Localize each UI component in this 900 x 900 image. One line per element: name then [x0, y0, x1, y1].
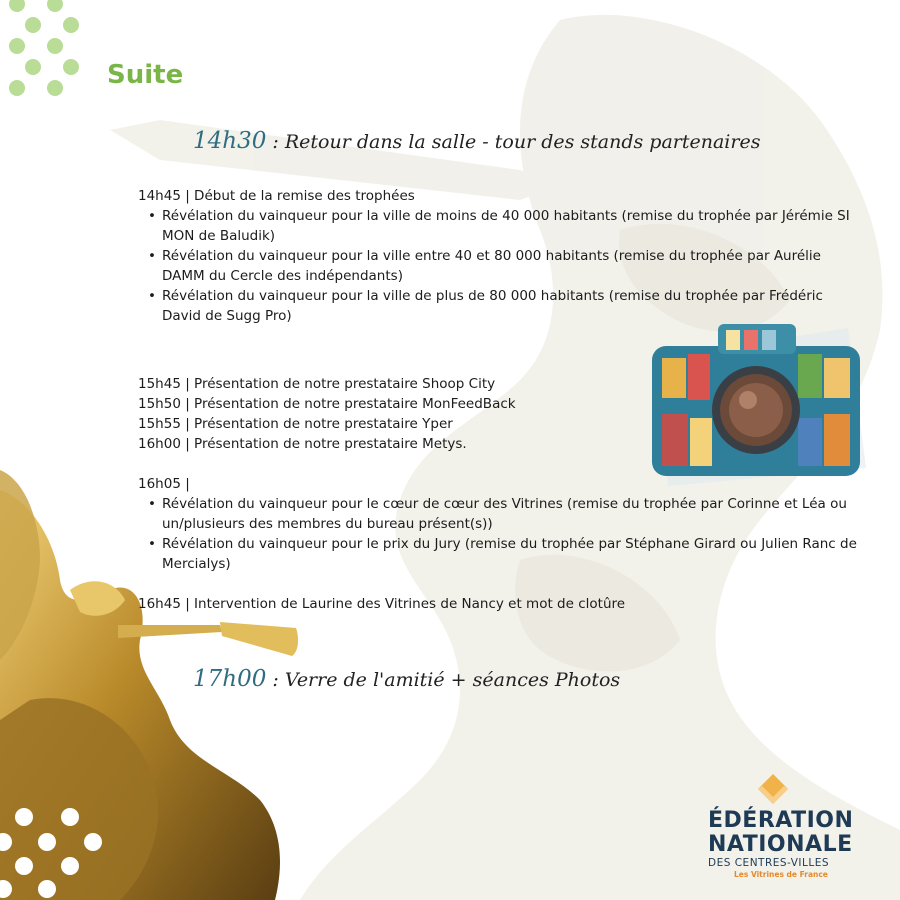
headline-text: : Retour dans la salle - tour des stands partenaires	[266, 131, 761, 153]
list-item: • Révélation du vainqueur pour le cœur de cœur des Vitrines (remise du trophée par Corinne et Léa ou un/plusieurs des membres du bureau présent(s))	[162, 494, 882, 534]
page-title: Suite	[107, 60, 184, 90]
headline-drinks	[193, 666, 620, 692]
headline-time: 14h30	[193, 128, 267, 154]
logo-diamond-icon	[748, 772, 798, 812]
list-item: • Révélation du vainqueur pour la ville de moins de 40 000 habitants (remise du trophée par Jérémie SI MON de Baludik)	[162, 206, 862, 246]
awards-heading: 16h05 |	[138, 476, 190, 492]
closing-line: 16h45 | Intervention de Laurine des Vitrines de Nancy et mot de clotûre	[138, 596, 626, 612]
list-item: • Révélation du vainqueur pour le prix du Jury (remise du trophée par Stéphane Girard ou Julien Ranc de Mercialys)	[162, 534, 882, 574]
list-item: • Révélation du vainqueur pour la ville de plus de 80 000 habitants (remise du trophée par Frédéric David de Sugg Pro)	[162, 286, 862, 326]
logo-line-1: ÉDÉRATION	[708, 808, 854, 833]
trophies-list	[138, 206, 883, 326]
trophies-heading: 14h45 | Début de la remise des trophées	[138, 188, 415, 204]
presentation-line: 15h55 | Présentation de notre prestataire Yper	[138, 416, 453, 432]
presentation-line: 16h00 | Présentation de notre prestataire Metys.	[138, 436, 467, 452]
presentation-line: 15h45 | Présentation de notre prestataire Shoop City	[138, 376, 496, 392]
logo-tagline: Les Vitrines de France	[734, 870, 828, 879]
federation-logo	[700, 770, 860, 885]
presentation-line: 15h50 | Présentation de notre prestataire MonFeedBack	[138, 396, 516, 412]
headline-time: 17h00	[193, 666, 267, 692]
headline-return-to-room	[193, 128, 760, 154]
decorative-dots-bottom	[0, 800, 110, 900]
logo-line-2: NATIONALE	[708, 832, 853, 857]
logo-line-3: DES CENTRES-VILLES	[708, 857, 830, 869]
decorative-dots-top	[0, 0, 95, 100]
list-item: • Révélation du vainqueur pour la ville entre 40 et 80 000 habitants (remise du trophée par Aurélie DAMM du Cercle des indépendants)	[162, 246, 862, 286]
awards-list	[138, 494, 883, 574]
city-camera-illustration	[648, 318, 866, 486]
headline-text: : Verre de l'amitié + séances Photos	[266, 669, 621, 691]
